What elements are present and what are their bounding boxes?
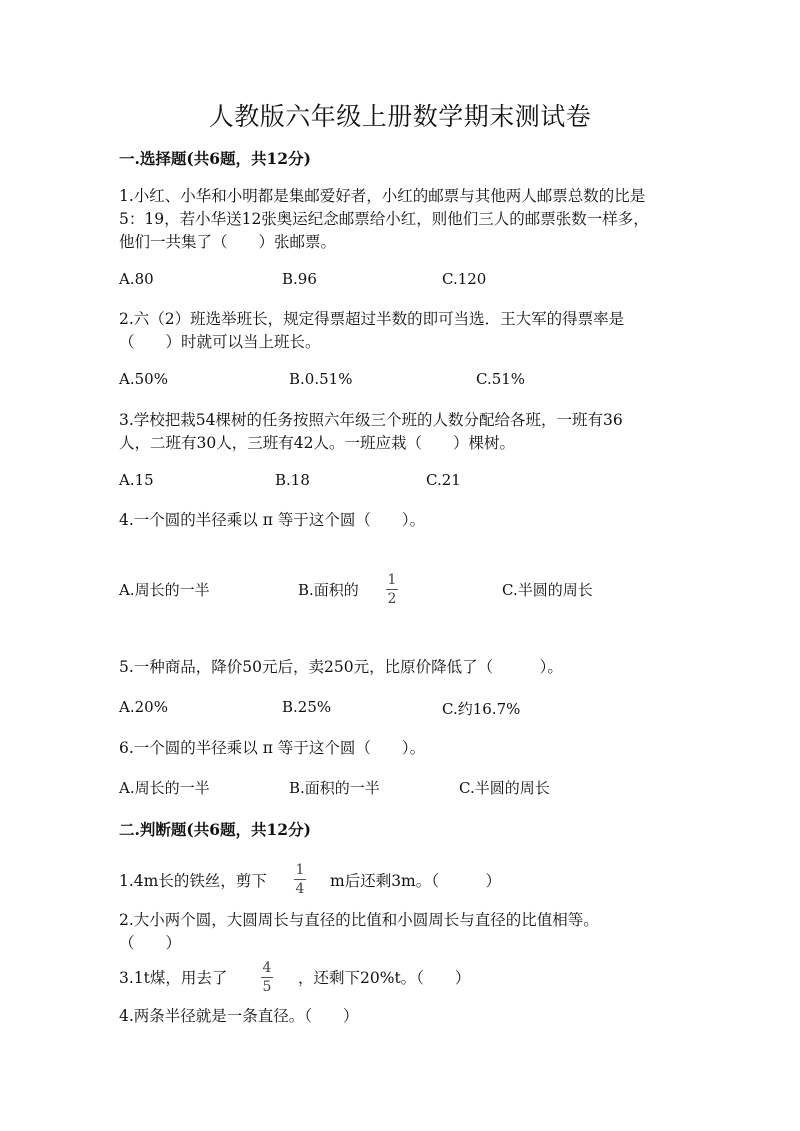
fraction-denominator: 2 xyxy=(387,591,397,607)
question-text: 人，二班有30人，三班有42人。一班应栽（ ）棵树。 xyxy=(119,434,515,452)
option-a: A.50% xyxy=(119,370,168,388)
fraction xyxy=(261,960,273,995)
fraction-denominator: 5 xyxy=(262,979,272,995)
option-b: B.96 xyxy=(282,270,317,288)
fraction-numerator: 1 xyxy=(295,862,305,878)
question-text: 4.一个圆的半径乘以 π 等于这个圆（ ）。 xyxy=(119,511,426,529)
option-c: C.21 xyxy=(426,471,461,489)
section-heading-choice: 一.选择题(共6题，共12分) xyxy=(119,149,311,168)
option-b: B.25% xyxy=(282,698,332,716)
question-text: （ ）时就可以当上班长。 xyxy=(119,333,321,351)
fraction xyxy=(386,572,398,607)
fraction-denominator: 4 xyxy=(295,881,305,897)
fraction-bar xyxy=(386,589,398,590)
question-text: 3.1t煤，用去了 xyxy=(119,969,228,987)
question-text: 2.六（2）班选举班长，规定得票超过半数的即可当选．王大军的得票率是 xyxy=(119,310,625,328)
option-b: B.0.51% xyxy=(289,370,353,388)
question-text: 4.两条半径就是一条直径。（ ） xyxy=(119,1007,359,1025)
option-a: A.20% xyxy=(119,698,168,716)
option-a: A.周长的一半 xyxy=(119,779,210,797)
fraction-numerator: 4 xyxy=(262,960,272,976)
question-text: 1.小红、小华和小明都是集邮爱好者，小红的邮票与其他两人邮票总数的比是 xyxy=(119,187,646,205)
question-text: 6.一个圆的半径乘以 π 等于这个圆（ ）。 xyxy=(119,739,426,757)
option-c: C.120 xyxy=(442,270,487,288)
option-a: A.80 xyxy=(119,270,154,288)
fraction-numerator: 1 xyxy=(387,572,397,588)
question-text: 他们一共集了（ ）张邮票。 xyxy=(119,233,337,251)
option-c: C.51% xyxy=(476,370,526,388)
option-c: C.半圆的周长 xyxy=(459,779,550,797)
page-title: 人教版六年级上册数学期末测试卷 xyxy=(208,102,592,131)
option-b: B.18 xyxy=(275,471,310,489)
question-text: （ ） xyxy=(119,934,182,952)
question-text: 3.学校把栽54棵树的任务按照六年级三个班的人数分配给各班，一班有36 xyxy=(119,411,623,429)
question-text: m后还剩3m。（ ） xyxy=(330,872,502,890)
option-a: A.15 xyxy=(119,471,154,489)
fraction-bar xyxy=(261,977,273,978)
question-text: 2.大小两个圆，大圆周长与直径的比值和小圆周长与直径的比值相等。 xyxy=(119,911,599,929)
option-c: C.半圆的周长 xyxy=(502,581,593,599)
question-text: 5.一种商品，降价50元后，卖250元，比原价降低了（ ）。 xyxy=(119,658,563,676)
question-text: ，还剩下20%t。（ ） xyxy=(298,969,471,987)
option-b: B.面积的一半 xyxy=(289,779,380,797)
question-text: 1.4m长的铁丝，剪下 xyxy=(119,872,267,890)
option-c: C.约16.7% xyxy=(442,700,521,718)
fraction-bar xyxy=(294,879,306,880)
fraction xyxy=(294,862,306,897)
option-a: A.周长的一半 xyxy=(119,581,210,599)
section-heading-judgment: 二.判断题(共6题，共12分) xyxy=(119,820,311,839)
question-text: 5：19，若小华送12张奥运纪念邮票给小红，则他们三人的邮票张数一样多， xyxy=(119,210,649,228)
option-b: B.面积的 xyxy=(298,581,359,599)
